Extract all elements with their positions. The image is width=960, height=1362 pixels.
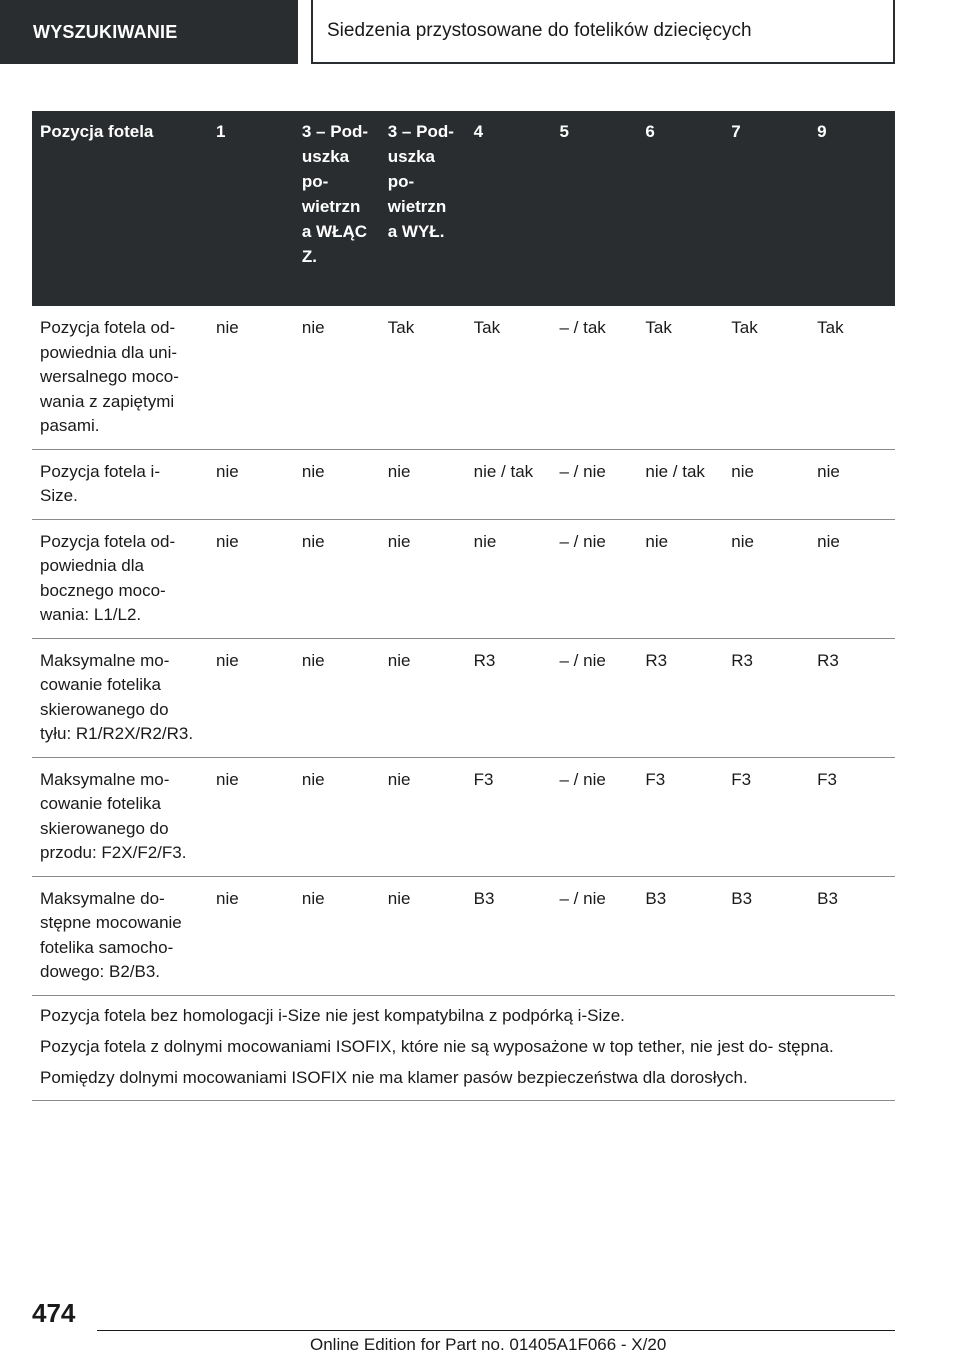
table-cell: nie	[380, 876, 466, 995]
table-cell: F3	[637, 757, 723, 876]
table-cell: B3	[637, 876, 723, 995]
table-cell: nie	[380, 638, 466, 757]
column-header-seat-6: 6	[645, 122, 655, 141]
table-cell: R3	[637, 638, 723, 757]
column-header-seat-5: 5	[559, 122, 569, 141]
table-cell: Tak	[380, 306, 466, 449]
table-cell: – / tak	[552, 306, 638, 449]
column-header-seat-9: 9	[817, 122, 827, 141]
row-label: Maksymalne mo- cowanie fotelika skierowanego do przodu: F2X/F2/F3.	[32, 757, 208, 876]
row-label: Pozycja fotela i- Size.	[32, 449, 208, 519]
table-cell: – / nie	[552, 449, 638, 519]
table-cell: F3	[723, 757, 809, 876]
footer-divider	[97, 1330, 895, 1331]
table-row	[32, 306, 895, 449]
table-cell: nie	[208, 449, 294, 519]
table-cell: nie	[208, 876, 294, 995]
column-header-seat-position: Pozycja fotela	[40, 122, 154, 141]
table-cell: nie	[294, 638, 380, 757]
column-header-seat-3-airbag-off: 3 – Pod- uszka po- wietrzn a WYŁ.	[387, 122, 454, 241]
table-body	[32, 306, 895, 1100]
table-cell: nie	[208, 638, 294, 757]
table-cell: nie	[380, 449, 466, 519]
footer-edition-text: Online Edition for Part no. 01405A1F066 - X/20	[310, 1335, 667, 1354]
table-note: Pozycja fotela bez homologacji i-Size nie jest kompatybilna z podpórką i-Size.	[40, 1005, 625, 1025]
table-row	[32, 519, 895, 638]
row-label: Pozycja fotela od- powiednia dla uni- wersalnego moco- wania z zapiętymi pasami.	[32, 306, 208, 449]
table-cell: R3	[466, 638, 552, 757]
table-row	[32, 638, 895, 757]
table-cell: nie	[208, 519, 294, 638]
table-cell: Tak	[637, 306, 723, 449]
table-cell: B3	[466, 876, 552, 995]
table-cell: nie	[294, 306, 380, 449]
child-seat-table-container	[32, 111, 895, 1101]
table-cell: Tak	[466, 306, 552, 449]
table-header	[32, 111, 895, 306]
table-cell: nie	[466, 519, 552, 638]
table-cell: nie / tak	[466, 449, 552, 519]
table-cell: Tak	[809, 306, 895, 449]
table-cell: nie	[637, 519, 723, 638]
table-cell: F3	[466, 757, 552, 876]
table-cell: nie	[294, 876, 380, 995]
table-row	[32, 449, 895, 519]
table-cell: – / nie	[552, 519, 638, 638]
row-label: Maksymalne mo- cowanie fotelika skierowanego do tyłu: R1/R2X/R2/R3.	[32, 638, 208, 757]
table-notes	[32, 995, 895, 1100]
table-note: Pozycja fotela z dolnymi mocowaniami ISOFIX, które nie są wyposażone w top tether, nie jest do- stępna.	[40, 1036, 834, 1056]
table-notes-row	[32, 995, 895, 1100]
search-tab-label: WYSZUKIWANIE	[33, 21, 178, 42]
table-cell: – / nie	[552, 638, 638, 757]
table-cell: nie	[380, 757, 466, 876]
column-header-seat-4: 4	[473, 122, 484, 141]
table-header-row	[32, 111, 895, 306]
column-header-seat-7: 7	[731, 122, 741, 141]
table-cell: nie / tak	[637, 449, 723, 519]
table-note: Pomiędzy dolnymi mocowaniami ISOFIX nie ma klamer pasów bezpieczeństwa dla dorosłych.	[40, 1067, 748, 1087]
table-cell: R3	[723, 638, 809, 757]
column-header-seat-3-airbag-on: 3 – Pod- uszka po- wietrzn a WŁĄC Z.	[301, 122, 368, 266]
column-header-seat-1: 1	[216, 122, 226, 141]
section-title: Siedzenia przystosowane do fotelików dziecięcych	[327, 20, 752, 41]
page-header	[0, 0, 960, 66]
page-number: 474	[32, 1298, 76, 1328]
table-cell: – / nie	[552, 757, 638, 876]
table-cell: Tak	[723, 306, 809, 449]
table-cell: nie	[809, 519, 895, 638]
table-cell: nie	[294, 449, 380, 519]
table-cell: B3	[723, 876, 809, 995]
table-row	[32, 757, 895, 876]
table-cell: – / nie	[552, 876, 638, 995]
table-row	[32, 876, 895, 995]
table-cell: nie	[294, 757, 380, 876]
row-label: Pozycja fotela od- powiednia dla bocznego moco- wania: L1/L2.	[32, 519, 208, 638]
search-tab[interactable]	[0, 0, 298, 64]
section-title-tab	[311, 0, 895, 64]
table-cell: B3	[809, 876, 895, 995]
table-cell: nie	[294, 519, 380, 638]
row-label: Maksymalne do- stępne mocowanie fotelika samocho- dowego: B2/B3.	[32, 876, 208, 995]
table-cell: nie	[809, 449, 895, 519]
child-seat-positions-table	[32, 111, 895, 1101]
table-cell: nie	[208, 757, 294, 876]
table-cell: nie	[723, 519, 809, 638]
table-cell: R3	[809, 638, 895, 757]
table-cell: nie	[723, 449, 809, 519]
table-cell: nie	[380, 519, 466, 638]
table-cell: nie	[208, 306, 294, 449]
table-cell: F3	[809, 757, 895, 876]
